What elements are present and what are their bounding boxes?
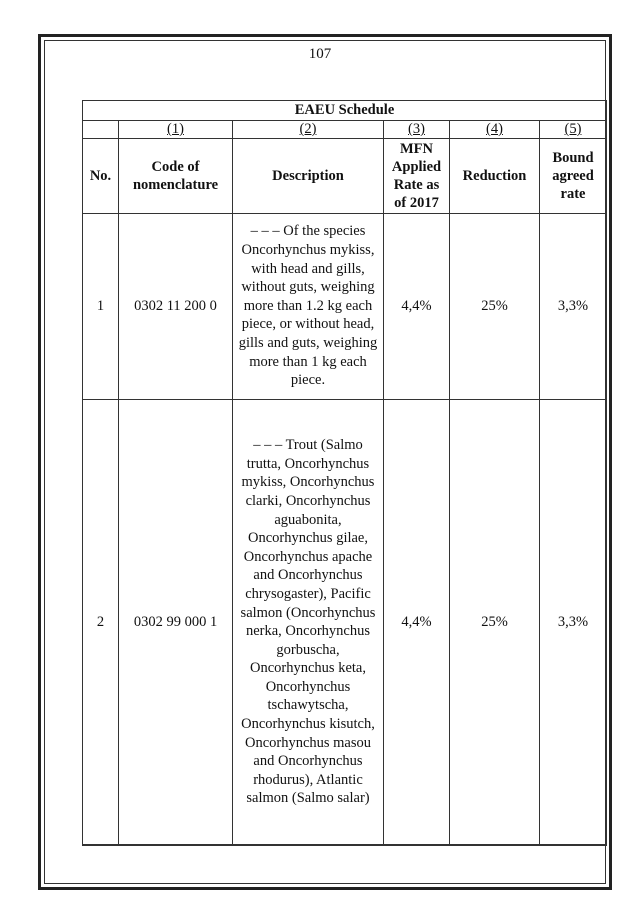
column-number-5: (5) [540,120,607,138]
table-bottom-rule [82,844,606,845]
cell-description: – – – Of the species Oncorhynchus mykiss, with head and gills, without guts, weighing more than 1.2 kg each piece, or without head, gills and guts, weighing more than 1 kg each piece. [233,213,384,399]
cell-bound-rate: 3,3% [540,213,607,399]
cell-mfn-rate: 4,4% [384,213,450,399]
page-number: 107 [308,46,332,62]
column-number-2: (2) [233,120,384,138]
table-row [83,399,607,845]
header-description: Description [233,138,384,213]
table-title-row [83,101,607,121]
column-number-blank [83,120,119,138]
cell-reduction: 25% [450,399,540,845]
header-code: Code of nomenclature [119,138,233,213]
table-title: EAEU Schedule [83,101,607,121]
column-number-4: (4) [450,120,540,138]
cell-no: 2 [83,399,119,845]
eaeu-schedule-table [82,100,607,846]
cell-code: 0302 11 200 0 [119,213,233,399]
cell-description: – – – Trout (Salmo trutta, Oncorhynchus mykiss, Oncorhynchus clarki, Oncorhynchus aguabonita, Oncorhynchus gilae, Oncorhynchus apache and Oncorhynchus chrysogaster), Pacific salmon (Oncorhynchus nerka, Oncorhynchus gorbuscha, Oncorhynchus keta, Oncorhynchus tschawytscha, Oncorhynchus kisutch, Oncorhynchus masou and Oncorhynchus rhodurus), Atlantic salmon (Salmo salar) [233,399,384,845]
column-number-1: (1) [119,120,233,138]
header-bound-rate: Bound agreed rate [540,138,607,213]
header-no: No. [83,138,119,213]
column-number-row [83,120,607,138]
cell-no: 1 [83,213,119,399]
cell-mfn-rate: 4,4% [384,399,450,845]
header-reduction: Reduction [450,138,540,213]
table-header-row [83,138,607,213]
cell-reduction: 25% [450,213,540,399]
header-mfn-rate: MFN Applied Rate as of 2017 [384,138,450,213]
table-row [83,213,607,399]
cell-bound-rate: 3,3% [540,399,607,845]
cell-code: 0302 99 000 1 [119,399,233,845]
column-number-3: (3) [384,120,450,138]
